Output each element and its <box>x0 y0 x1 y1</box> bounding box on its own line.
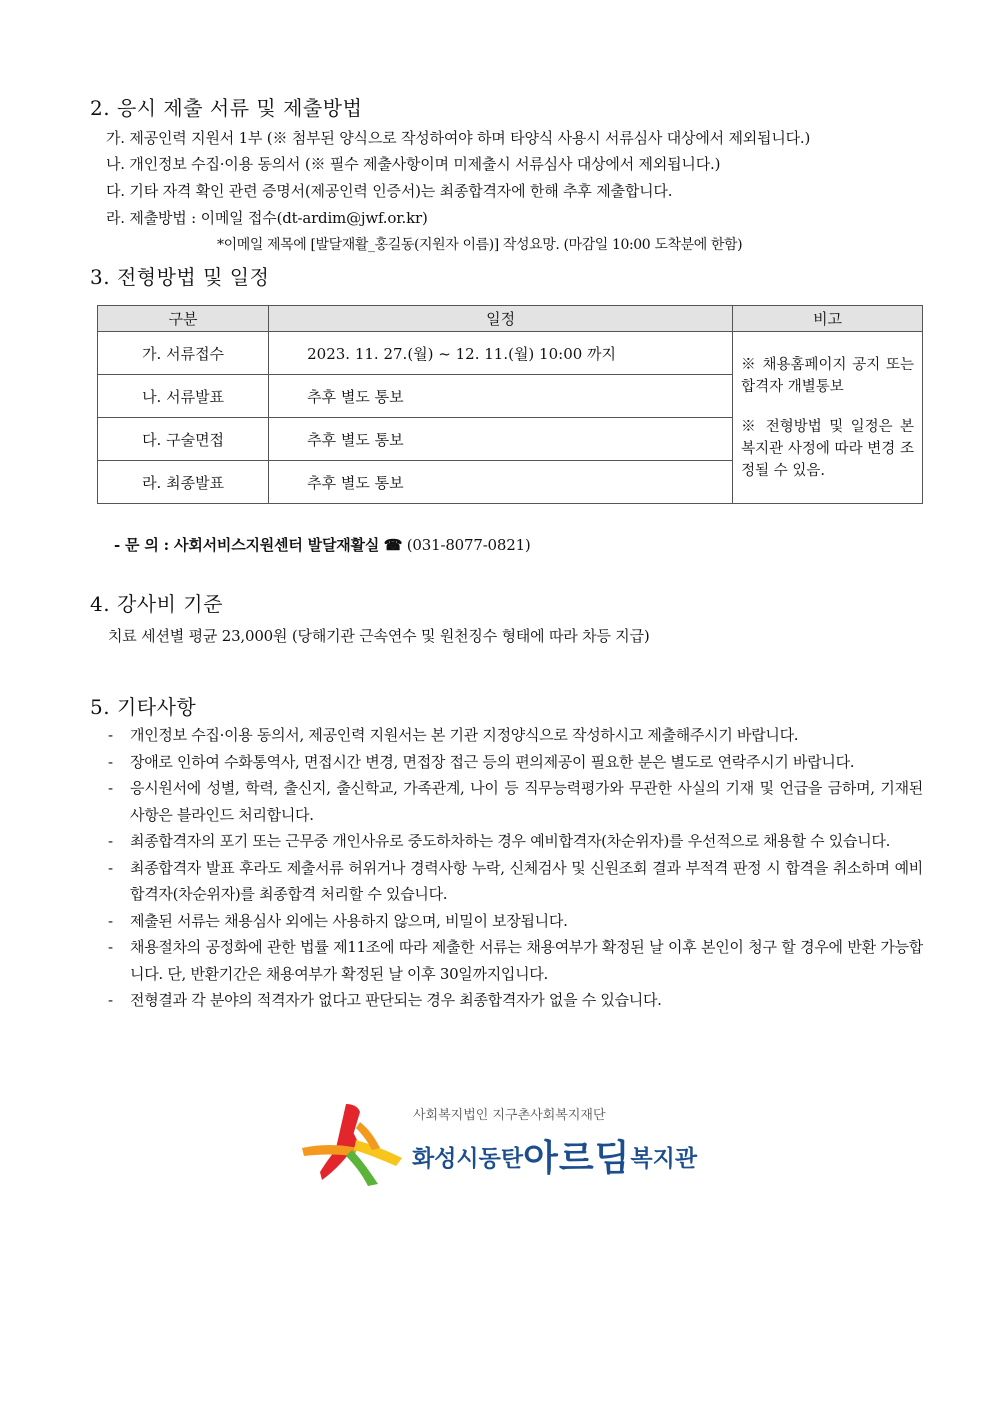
remark-2: ※ 전형방법 및 일정은 본 복지관 사정에 따라 변경 조정될 수 있음. <box>741 418 914 479</box>
section-4-title: 4. 강사비 기준 <box>90 592 223 616</box>
remark-cell <box>733 332 923 504</box>
row-category: 가. 서류접수 <box>98 332 269 375</box>
list-item: - 응시원서에 성별, 학력, 출신지, 출신학교, 가족관계, 나이 등 직무능력평가와 무관한 사실의 기재 및 언급을 금하며, 기재된 사항은 블라인드 처리합니다. <box>108 779 923 824</box>
section-3-title: 3. 전형방법 및 일정 <box>90 265 270 289</box>
list-item: - 장애로 인하여 수화통역사, 면접시간 변경, 면접장 접근 등의 편의제공이 필요한 분은 별도로 연락주시기 바랍니다. <box>108 752 855 771</box>
row-category: 다. 구술면접 <box>98 418 269 461</box>
list-item: - 전형결과 각 분야의 적격자가 없다고 판단되는 경우 최종합격자가 없을 수 있습니다. <box>108 991 662 1009</box>
phone-icon: ☎ <box>383 536 403 554</box>
section-5-title: 5. 기타사항 <box>90 695 197 719</box>
misc-list <box>108 722 923 1014</box>
list-item: - 제출된 서류는 채용심사 외에는 사용하지 않으며, 비밀이 보장됩니다. <box>108 911 568 930</box>
list-item: - 최종합격자 발표 후라도 제출서류 허위거나 경력사항 누락, 신체검사 및 신원조회 결과 부적격 판정 시 합격을 취소하며 예비합격자(차순위자)를 최종합격 처리할 수 있습니다. <box>108 858 923 903</box>
row-category: 나. 서류발표 <box>98 375 269 418</box>
row-category: 라. 최종발표 <box>98 461 269 504</box>
remark-1: ※ 채용홈페이지 공지 또는 합격자 개별통보 <box>741 356 914 395</box>
email-subject-note: *이메일 제목에 [발달재활_홍길동(지원자 이름)] 작성요망. (마감일 10:00 도착분에 한함) <box>217 237 743 253</box>
row-schedule: 추후 별도 통보 <box>269 418 733 461</box>
section-2-item-d: 라. 제출방법 : 이메일 접수(dt-ardim@jwf.or.kr) <box>106 209 428 227</box>
schedule-table <box>97 305 923 504</box>
section-2-item-b: 나. 개인정보 수집·이용 동의서 (※ 필수 제출사항이며 미제출시 서류심사 대상에서 제외됩니다.) <box>106 155 721 173</box>
table-row <box>98 332 923 375</box>
logo-name-part3: 복지관 <box>630 1146 698 1172</box>
list-item: - 채용절차의 공정화에 관한 법률 제11조에 따라 제출한 서류는 채용여부가 확정된 날 이후 본인이 청구 할 경우에 반환 가능합니다. 단, 반환기간은 채용여부가 확정된 날 이후 30일까지입니다. <box>108 938 923 983</box>
row-schedule: 추후 별도 통보 <box>269 375 733 418</box>
row-schedule: 추후 별도 통보 <box>269 461 733 504</box>
row-schedule: 2023. 11. 27.(월) ~ 12. 11.(월) 10:00 까지 <box>269 332 733 375</box>
section-2-item-c: 다. 기타 자격 확인 관련 증명서(제공인력 인증서)는 최종합격자에 한해 추후 제출합니다. <box>106 182 673 200</box>
inquiry-phone: (031-8077-0821) <box>406 536 531 554</box>
inquiry-line <box>114 534 531 555</box>
logo-subtitle: 사회복지법인 지구촌사회복지재단 <box>413 1108 606 1123</box>
logo-name <box>412 1130 697 1181</box>
header-remark: 비고 <box>733 306 923 332</box>
lecture-fee-text: 치료 세션별 평균 23,000원 (당해기관 근속연수 및 원천징수 형태에 따라 차등 지급) <box>108 627 650 645</box>
list-item: - 개인정보 수집·이용 동의서, 제공인력 지원서는 본 기관 지정양식으로 작성하시고 제출해주시기 바랍니다. <box>108 726 799 744</box>
schedule-table-header <box>98 306 923 332</box>
inquiry-label: - 문 의 : 사회서비스지원센터 발달재활실 <box>114 536 380 554</box>
section-2-item-a: 가. 제공인력 지원서 1부 (※ 첨부된 양식으로 작성하여야 하며 타양식 사용시 서류심사 대상에서 제외됩니다.) <box>106 129 811 147</box>
header-schedule: 일정 <box>269 306 733 332</box>
header-category: 구분 <box>98 306 269 332</box>
logo-name-part1: 화성시동탄 <box>412 1146 524 1172</box>
list-item: - 최종합격자의 포기 또는 근무중 개인사유로 중도하차하는 경우 예비합격자(차순위자)를 우선적으로 채용할 수 있습니다. <box>108 832 891 850</box>
logo-name-part2: 아르딤 <box>523 1138 631 1179</box>
section-2-title: 2. 응시 제출 서류 및 제출방법 <box>90 96 363 120</box>
